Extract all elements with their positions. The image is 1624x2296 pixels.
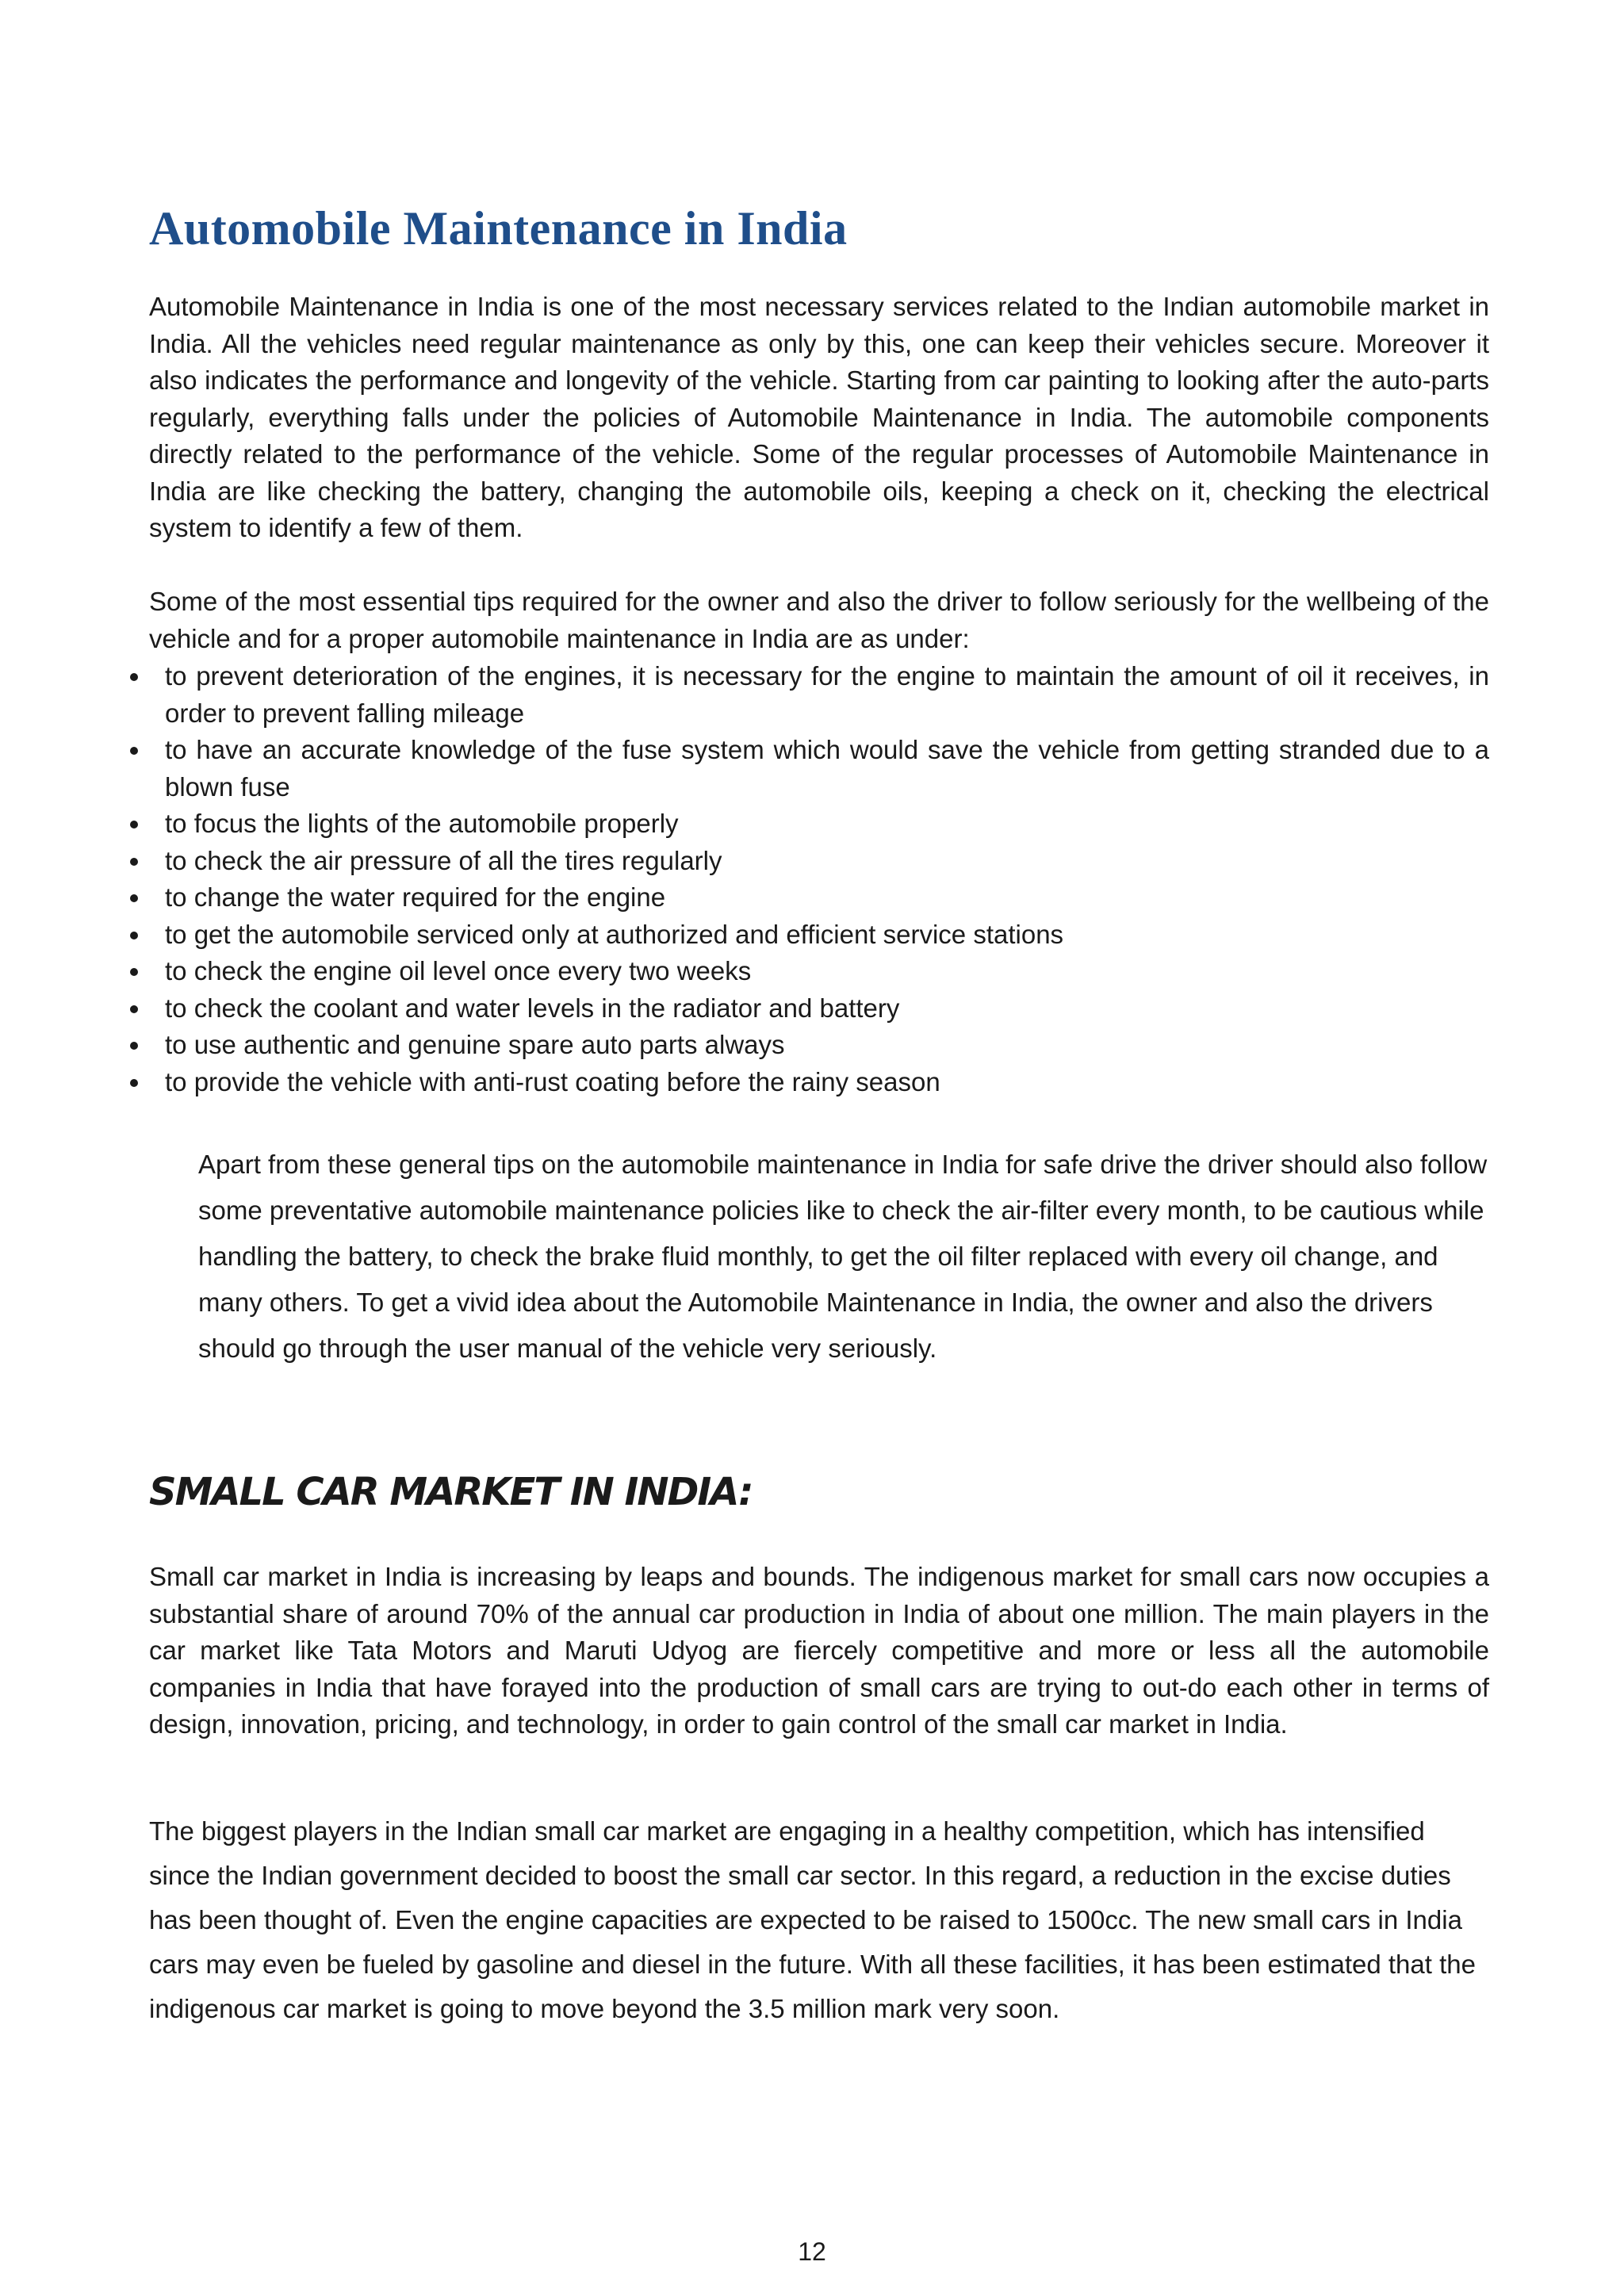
list-item: to use authentic and genuine spare auto parts always [149, 1027, 1489, 1064]
bullet-icon [130, 821, 138, 828]
list-item: to get the automobile serviced only at authorized and efficient service stations [149, 916, 1489, 954]
list-item: to have an accurate knowledge of the fuse system which would save the vehicle from getting stranded due to a blown fuse [149, 732, 1489, 806]
small-car-paragraph-1: Small car market in India is increasing by leaps and bounds. The indigenous market for small cars now occupies a substantial share of around 70% of the annual car production in India of about one million. The main players in the car market like Tata Motors and Maruti Udyog are fiercely competitive and more or less all the automobile companies in India that have forayed into the production of small cars are trying to out-do each other in terms of design, innovation, pricing, and technology, in order to gain control of the small car market in India. [149, 1562, 1489, 1739]
list-item: to provide the vehicle with anti-rust coating before the rainy season [149, 1064, 1489, 1101]
list-item: to check the coolant and water levels in the radiator and battery [149, 990, 1489, 1027]
bullet-icon [130, 894, 138, 902]
maintenance-intro-paragraph: Automobile Maintenance in India is one of the most necessary services related to the Indian automobile market in India. All the vehicles need regular maintenance as only by this, one can keep their vehicles secure. Moreover it also indicates the performance and longevity of the vehicle. Starting from car painting to looking after the auto-parts regularly, everything falls under the policies of Automobile Maintenance in India. The automobile components directly related to the performance of the vehicle. Some of the regular processes of Automobile Maintenance in India are like checking the battery, changing the automobile oils, keeping a check on it, checking the electrical system to identify a few of them. [149, 292, 1489, 542]
bullet-icon [130, 932, 138, 939]
list-item: to focus the lights of the automobile properly [149, 806, 1489, 843]
page-number: 12 [798, 2237, 826, 2266]
bullet-icon [130, 968, 138, 976]
maintenance-tips-list [149, 658, 1489, 1100]
list-item: to check the air pressure of all the tires regularly [149, 843, 1489, 880]
bullet-icon [130, 1005, 138, 1013]
tips-intro-paragraph: Some of the most essential tips required for the owner and also the driver to follow seriously for the wellbeing of the vehicle and for a proper automobile maintenance in India are as under: [149, 587, 1489, 653]
list-item: to change the water required for the engine [149, 879, 1489, 916]
list-item: to check the engine oil level once every two weeks [149, 953, 1489, 990]
bullet-icon [130, 747, 138, 755]
section-title-maintenance: Automobile Maintenance in India [149, 202, 848, 254]
list-item: to prevent deterioration of the engines, it is necessary for the engine to maintain the amount of oil it receives, in order to prevent falling mileage [149, 658, 1489, 732]
bullet-icon [130, 1079, 138, 1087]
bullet-icon [130, 1042, 138, 1050]
small-car-paragraph-2: The biggest players in the Indian small car market are engaging in a healthy competition, which has intensified since the Indian government decided to boost the small car sector. In this regard, a reduction in the excise duties has been thought of. Even the engine capacities are expected to be raised to 1500cc. The new small cars in India cars may even be fueled by gasoline and diesel in the future. With all these facilities, it has been estimated that the indigenous car market is going to move beyond the 3.5 million mark very soon. [149, 1816, 1476, 2023]
maintenance-closing-paragraph: Apart from these general tips on the automobile maintenance in India for safe drive the driver should also follow some preventative automobile maintenance policies like to check the air-filter every month, to be cautious while handling the battery, to check the brake fluid monthly, to get the oil filter replaced with every oil change, and many others. To get a vivid idea about the Automobile Maintenance in India, the owner and also the drivers should go through the user manual of the vehicle very seriously. [198, 1150, 1488, 1363]
bullet-icon [130, 858, 138, 866]
bullet-icon [130, 673, 138, 681]
section-title-small-car-market: SMALL CAR MARKET IN INDIA: [149, 1470, 753, 1514]
